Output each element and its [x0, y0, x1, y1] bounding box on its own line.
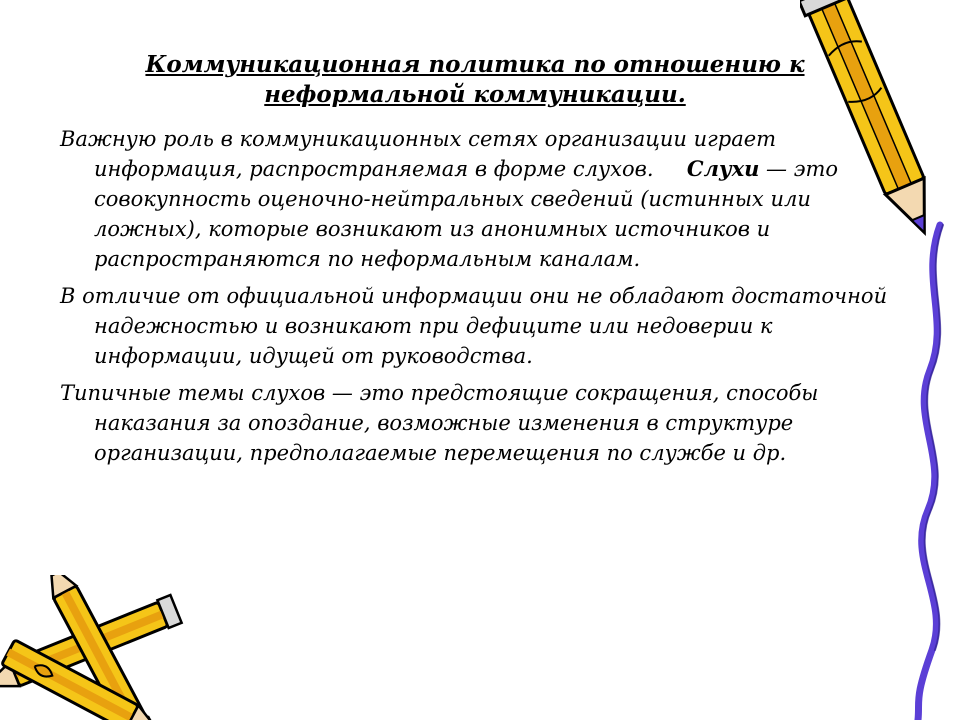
term-rumors: Слухи [686, 156, 760, 181]
paragraph-1-definition: — это совокупность оценочно-нейтральных сведений (истинных или ложных), которые возникают из анонимных источников и распространяются по неформальным каналам. [94, 157, 839, 271]
title-line-1: Коммуникационная политика по отношению к [145, 51, 805, 78]
crossed-pencils-icon [0, 575, 200, 720]
title-line-2: неформальной коммуникации. [264, 81, 686, 108]
paragraph-typical-topics: Типичные темы слухов — это предстоящие сокращения, способы наказания за опоздание, возможные изменения в структуре организации, предполагаемые перемещения по службе и др. [60, 381, 819, 465]
paragraph-1-intro: Важную роль в коммуникационных сетях организации играет информация, распространяемая в форме слухов. [60, 127, 777, 181]
slide-title [110, 50, 840, 110]
pencil-wave-decoration-icon [800, 0, 960, 720]
paragraph-reliability: В отличие от официальной информации они не обладают достаточной надежностью и возникают при дефиците или недоверии к информации, идущей от руководства. [60, 284, 888, 368]
slide-body [60, 124, 910, 475]
paragraph-rumors-definition [60, 124, 910, 274]
